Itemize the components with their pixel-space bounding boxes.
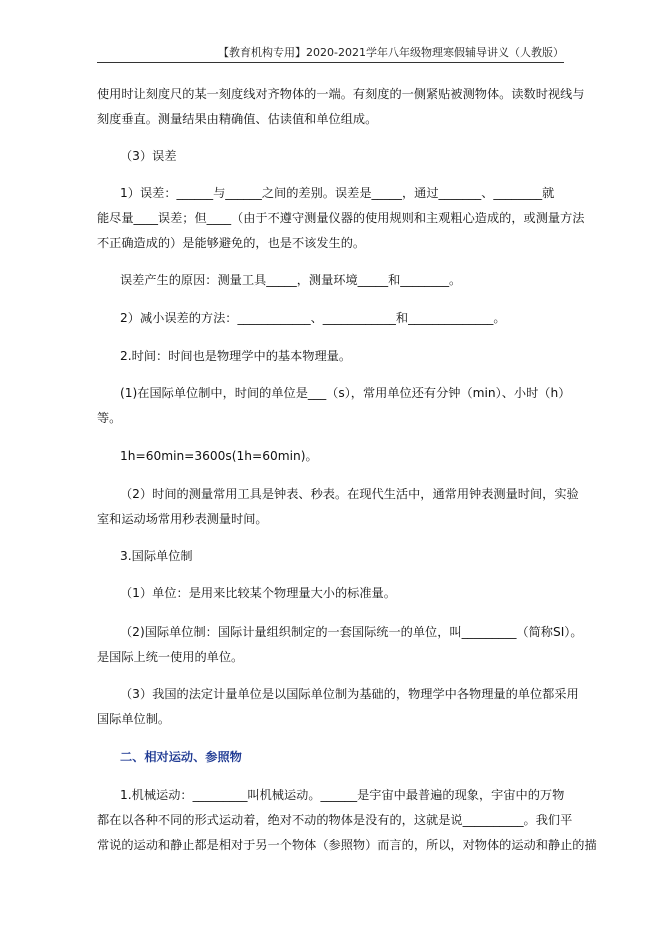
text-line: 能尽量____误差；但____（由于不遵守测量仪器的使用规则和主观粗心造成的，或测量方法 <box>97 211 585 225</box>
text-line: 1）误差：______与______之间的差别。误差是_____，通过_______、________就 <box>120 186 555 200</box>
text-line: 2）减小误差的方法：____________、____________和______________。 <box>120 311 506 325</box>
section-heading: 2.时间：时间也是物理学中的基本物理量。 <box>120 349 352 363</box>
text-line: （3）我国的法定计量单位是以国际单位制为基础的，物理学中各物理量的单位都采用 <box>120 687 579 701</box>
text-line: 不正确造成的）是能够避免的，也是不该发生的。 <box>97 236 366 250</box>
text-line: 国际单位制。 <box>97 712 171 726</box>
page-header: 【教育机构专用】2020-2021学年八年级物理寒假辅导讲义（人教版） <box>218 46 564 59</box>
text-line: 是国际上统一使用的单位。 <box>97 650 244 664</box>
text-line: 都在以各种不同的形式运动着，绝对不动的物体是没有的，这就是说__________。我们平 <box>97 813 573 827</box>
text-line: （2)国际单位制：国际计量组织制定的一套国际统一的单位，叫_________（简称SI）。 <box>120 625 583 639</box>
text-line: (1)在国际单位制中，时间的单位是___（s），常用单位还有分钟（min）、小时（h） <box>120 386 571 400</box>
text-line: 刻度垂直。测量结果由精确值、估读值和单位组成。 <box>97 112 378 126</box>
text-line: （1）单位：是用来比较某个物理量大小的标准量。 <box>120 586 396 600</box>
text-line: 使用时让刻度尺的某一刻度线对齐物体的一端。有刻度的一侧紧贴被测物体。读数时视线与 <box>97 87 585 101</box>
chapter-heading: 二、相对运动、参照物 <box>120 750 242 764</box>
text-line: 1.机械运动：_________叫机械运动。______是宇宙中最普遍的现象，宇宙中的万物 <box>120 788 565 802</box>
text-line: 室和运动场常用秒表测量时间。 <box>97 512 268 526</box>
section-heading: 3.国际单位制 <box>120 549 193 563</box>
text-line: （2）时间的测量常用工具是钟表、秒表。在现代生活中，通常用钟表测量时间，实验 <box>120 487 579 501</box>
section-heading: （3）误差 <box>120 149 177 163</box>
header-rule <box>97 62 564 63</box>
text-line: 常说的运动和静止都是相对于另一个物体（参照物）而言的，所以，对物体的运动和静止的描 <box>97 838 597 852</box>
text-line: 1h=60min=3600s(1h=60min)。 <box>120 449 318 463</box>
text-line: 误差产生的原因：测量工具_____，测量环境_____和________。 <box>120 273 462 287</box>
text-line: 等。 <box>97 411 122 425</box>
